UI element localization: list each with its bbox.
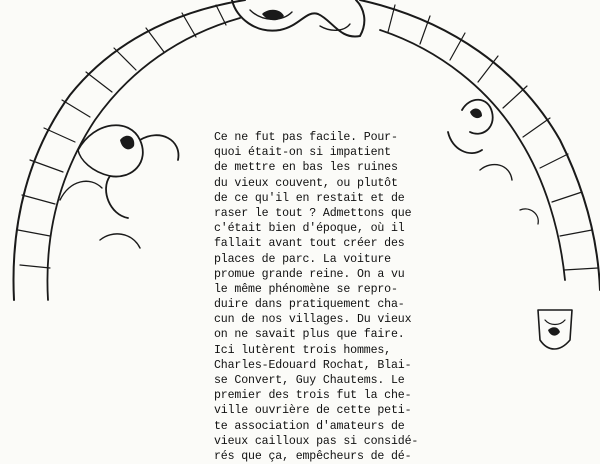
arch-inner-left — [47, 18, 240, 300]
text-line: Ici lutèrent trois hommes, — [214, 343, 391, 357]
text-line: rés que ça, empêcheurs de dé- — [214, 449, 412, 463]
text-line: se Convert, Guy Chautems. Le — [214, 374, 405, 387]
text-line: le même phénomène se repro- — [214, 282, 398, 296]
keystone-ornament — [232, 0, 364, 37]
text-line: duire dans pratiquement cha- — [214, 298, 405, 312]
right-foil — [448, 100, 493, 153]
article-text — [214, 130, 430, 464]
text-line: raser le tout ? Admettons que — [214, 206, 412, 220]
text-line: Charles-Edouard Rochat, Blai- — [214, 358, 412, 372]
text-line: Ce ne fut pas facile. Pour- — [214, 131, 398, 144]
text-line: places de parc. La voiture — [214, 252, 391, 266]
text-line: premier des trois fut la che- — [214, 389, 412, 403]
text-line: ville ouvrière de cette peti- — [214, 404, 412, 418]
text-line: quoi était-on si impatient — [214, 146, 391, 160]
text-line: de ce qu'il en restait et de — [214, 191, 405, 205]
text-line: te association d'amateurs de — [214, 419, 405, 433]
text-line: cun de nos villages. Du vieux — [214, 313, 412, 327]
text-line: promue grande reine. On a vu — [214, 267, 405, 281]
text-line: c'était bien d'époque, où il — [214, 222, 405, 236]
text-line: on ne savait plus que faire. — [214, 328, 405, 342]
text-line: vieux cailloux pas si considé- — [214, 434, 419, 448]
text-line: du vieux couvent, ou plutôt — [214, 176, 398, 190]
text-line: de mettre en bas les ruines — [214, 161, 398, 175]
text-line: fallait avant tout créer des — [214, 237, 405, 251]
